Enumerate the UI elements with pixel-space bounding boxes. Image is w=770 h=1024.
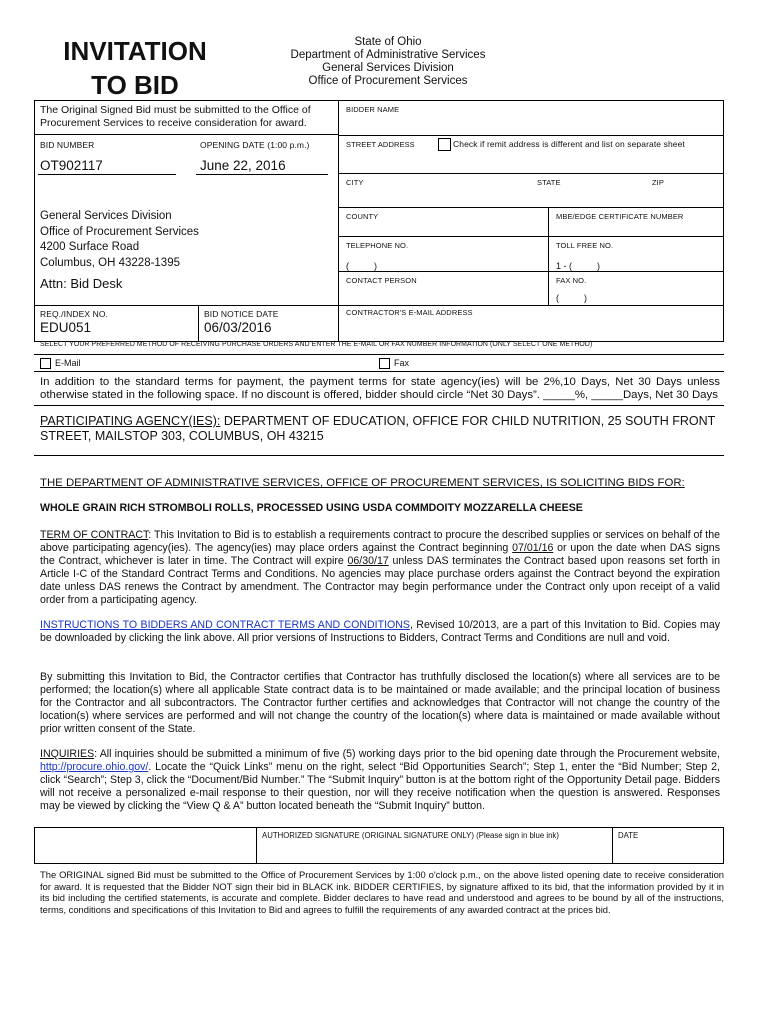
remit-checkbox-label: Check if remit address is different and list on separate sheet xyxy=(453,138,685,149)
preferred-method-label: SELECT YOUR PREFERRED METHOD OF RECEIVING PURCHASE ORDERS AND ENTER THE E-MAIL OR FAX NUMBER INFORMATION (ONLY SELECT ONE METHOD) xyxy=(40,341,593,348)
inquiries-text-2: . Locate the “Quick Links” menu on the right, select “Bid Opportunities Search”; Step 1, enter the “Bid Number; Step 2, click “Search”; Step 3, click the “Document/Bid Number.” The “Submit Inquiry” button is at the bottom right of the Opportunity Detail page. Bidders will not receive a personalized e-mail response to their question, nor will they receive notification when the question is answered. Responses may be viewed by clicking the “View Q & A” button located beneath the “Submit Inquiry” button. xyxy=(40,761,720,812)
req-index-label: REQ./INDEX NO. xyxy=(40,309,108,319)
participating-agencies xyxy=(40,414,720,444)
state-label: STATE xyxy=(537,178,561,187)
signature-field[interactable] xyxy=(258,842,610,862)
contractor-email-label: CONTRACTOR'S E-MAIL ADDRESS xyxy=(346,308,473,317)
inquiries-paragraph xyxy=(40,748,720,813)
procurement-website-link[interactable]: http://procure.ohio.gov/ xyxy=(40,761,149,773)
email-option-label: E-Mail xyxy=(55,358,81,368)
return-address xyxy=(40,209,199,271)
city-label: CITY xyxy=(346,178,364,187)
street-address-label: STREET ADDRESS xyxy=(346,140,415,149)
contact-person-label: CONTACT PERSON xyxy=(346,276,417,285)
remit-address-checkbox[interactable] xyxy=(438,138,685,151)
instructions-paragraph xyxy=(40,619,720,645)
telephone-label: TELEPHONE NO. xyxy=(346,241,409,250)
participating-label: PARTICIPATING AGENCY(IES): xyxy=(40,414,221,428)
email-checkbox[interactable] xyxy=(40,358,51,369)
submission-notice: The Original Signed Bid must be submitted to the Office of Procurement Services to receive consideration for award. xyxy=(40,104,311,129)
product-description: WHOLE GRAIN RICH STROMBOLI ROLLS, PROCESSED USING USDA COMMDOITY MOZZARELLA CHEESE xyxy=(40,502,583,514)
notice-divider xyxy=(34,134,338,135)
date-label: DATE xyxy=(618,831,639,840)
agency-line-1: State of Ohio xyxy=(354,36,422,48)
term-begin-date: 07/01/16 xyxy=(512,542,554,554)
bid-notice-date-label: BID NOTICE DATE xyxy=(204,309,279,319)
bidder-name-divider xyxy=(338,135,724,136)
address-line-2: Office of Procurement Services xyxy=(40,225,199,238)
term-text-3: unless DAS terminates the Contract based upon reasons set forth in Article I-C of the Standard Contract Terms and Conditions. No agencies may place purchase orders against the Contract beyond the expiration date unless DAS renews the Contract by amendment. The Contractor may begin performance under the Contract only upon receipt of a valid order from a participating agency. xyxy=(40,555,721,606)
instructions-link[interactable]: INSTRUCTIONS TO BIDDERS AND CONTRACT TERMS AND CONDITIONS xyxy=(40,619,410,631)
toll-free-label: TOLL FREE NO. xyxy=(556,241,614,250)
attention-line: Attn: Bid Desk xyxy=(40,276,123,291)
zip-label: ZIP xyxy=(652,178,664,187)
bid-number-label: BID NUMBER xyxy=(40,140,95,150)
bid-number-underline xyxy=(38,174,176,175)
method-divider xyxy=(34,354,724,355)
opening-date-underline xyxy=(196,174,328,175)
signature-label: AUTHORIZED SIGNATURE (ORIGINAL SIGNATURE ONLY) (Please sign in blue ink) xyxy=(262,831,559,840)
telephone-value[interactable]: ( ) xyxy=(346,261,377,271)
toll-free-value[interactable]: 1 - ( ) xyxy=(556,261,601,271)
bid-number-value: OT902117 xyxy=(40,158,103,173)
title-line-2: TO BID xyxy=(91,70,179,100)
term-label: TERM OF CONTRACT xyxy=(40,529,149,541)
fax-value[interactable]: ( ) xyxy=(556,293,587,303)
city-divider xyxy=(338,207,724,208)
certification-paragraph: By submitting this Invitation to Bid, the Contractor certifies that Contractor has truthfully disclosed the location(s) where all services are to be performed; the location(s) where all applicable State contract data is to be maintained or made available; and the principal location of business for the Contractor and all subcontractors. The Contractor further certifies and acknowledges that Contractor will not change the country of the location(s) where services are performed and will not change the country of the location(s) where data is maintained or made available without prior written consent of the State. xyxy=(40,671,720,735)
document-title xyxy=(40,34,230,102)
opening-date-label: OPENING DATE (1:00 p.m.) xyxy=(200,140,310,150)
soliciting-statement: THE DEPARTMENT OF ADMINISTRATIVE SERVICES, OFFICE OF PROCUREMENT SERVICES, IS SOLICITING BIDS FOR: xyxy=(40,477,685,489)
payment-divider xyxy=(34,405,724,406)
method-bottom-line xyxy=(34,371,724,372)
signature-date-divider xyxy=(612,827,613,864)
req-index-value: EDU051 xyxy=(40,320,92,335)
county-mbe-divider xyxy=(548,207,549,305)
fax-option[interactable] xyxy=(379,358,409,369)
term-of-contract xyxy=(40,529,720,607)
footer-statement: The ORIGINAL signed Bid must be submitted to the Office of Procurement Services by 1:00 o'clock p.m., on the above listed opening date to receive consideration for award. It is requested that the Bidder NOT sign their bid in BLACK ink. BIDDER CERTIFIES, by signature affixed to its bid, that the information provided by it in its bid including the certified statements, is accurate and complete. Bidder declares to have read and understood and agrees to be bound by all of the instructions, terms, conditions and specifications of this Invitation to Bid and agrees to fulfill the requirements of any awarded contract at the prices bid. xyxy=(40,869,724,915)
address-line-4: Columbus, OH 43228-1395 xyxy=(40,256,180,269)
fax-checkbox[interactable] xyxy=(379,358,390,369)
req-divider xyxy=(34,305,338,306)
agency-line-2: Department of Administrative Services xyxy=(290,49,486,61)
phone-divider xyxy=(338,271,724,272)
fax-option-label: Fax xyxy=(394,358,410,368)
address-line-3: 4200 Surface Road xyxy=(40,241,140,253)
title-line-1: INVITATION xyxy=(63,36,207,66)
signature-left-divider xyxy=(256,827,257,864)
payment-terms: In addition to the standard terms for payment, the payment terms for state agency(ies) will be 2%,10 Days, Net 30 Days unless otherwise stated in the following space. If no discount is offered, bidder should circle “Net 30 Days”. _____%, _____Days, Net 30 Days xyxy=(40,376,720,401)
email-option[interactable] xyxy=(40,358,81,369)
agency-line-4: Office of Procurement Services xyxy=(308,75,468,87)
street-divider xyxy=(338,173,724,174)
term-text-2: or upon the date when DAS signs the Contract, whichever is later in time. The Contract will expire xyxy=(40,542,720,567)
bidder-name-label: BIDDER NAME xyxy=(346,105,400,114)
fax-label: FAX NO. xyxy=(556,276,587,285)
inquiries-text-1: : All inquiries should be submitted a minimum of five (5) working days prior to the bid opening date through the Procurement website, xyxy=(94,748,720,760)
date-field[interactable] xyxy=(614,842,722,862)
term-text-1: : This Invitation to Bid is to establish a requirements contract to procure the described supplies or services on behalf of the above participating agency(ies). The agency(ies) may place orders against the Contract beginning xyxy=(40,529,720,554)
county-divider xyxy=(338,236,724,237)
opening-date-value: June 22, 2016 xyxy=(200,158,286,173)
inquiries-label: INQUIRIES xyxy=(40,748,95,760)
term-expire-date: 06/30/17 xyxy=(347,555,389,567)
bid-notice-date-value: 06/03/2016 xyxy=(204,320,272,335)
agency-line-3: General Services Division xyxy=(322,62,454,74)
mbe-certificate-label: MBE/EDGE CERTIFICATE NUMBER xyxy=(556,212,684,221)
req-notice-divider xyxy=(198,305,199,342)
contact-divider xyxy=(338,305,724,306)
instructions-text: , Revised 10/2013, are a part of this Invitation to Bid. Copies may be downloaded by clicking the link above. All prior versions of Instructions to Bidders, Contract Terms and Conditions are null and void. xyxy=(40,619,721,644)
county-label: COUNTY xyxy=(346,212,379,221)
participating-divider xyxy=(34,455,724,456)
address-line-1: General Services Division xyxy=(40,210,172,222)
agency-header xyxy=(270,36,506,88)
participating-text: DEPARTMENT OF EDUCATION, OFFICE FOR CHILD NUTRITION, 25 SOUTH FRONT STREET, MAILSTOP 303, COLUMBUS, OH 43215 xyxy=(40,414,716,443)
remit-checkbox-box[interactable] xyxy=(438,138,451,151)
